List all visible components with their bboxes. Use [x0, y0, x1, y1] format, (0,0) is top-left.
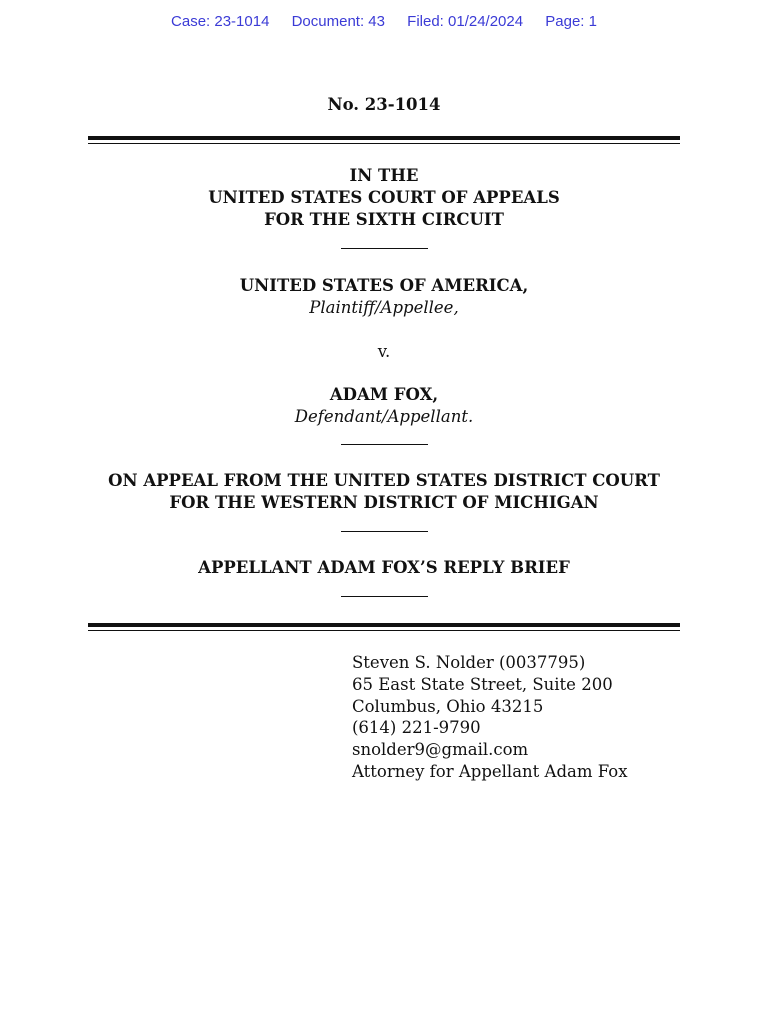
- court-line-3: FOR THE SIXTH CIRCUIT: [264, 210, 504, 229]
- plaintiff-role: Plaintiff/Appellee,: [309, 298, 459, 317]
- top-double-rule: [88, 136, 680, 144]
- plaintiff-name: UNITED STATES OF AMERICA,: [239, 276, 529, 295]
- appeal-from-block: [0, 470, 768, 514]
- attorney-phone: (614) 221-9790: [352, 718, 481, 738]
- appeal-line-2: FOR THE WESTERN DISTRICT OF MICHIGAN: [169, 493, 599, 512]
- case-number: No. 23-1014: [327, 95, 441, 114]
- attorney-signature-block: [352, 652, 628, 783]
- court-line-2: UNITED STATES COURT OF APPEALS: [208, 188, 560, 207]
- page-stamp: Page: 1: [545, 13, 597, 30]
- attorney-address-2: Columbus, Ohio 43215: [352, 696, 544, 716]
- filing-header-stamp: [0, 13, 768, 31]
- defendant-role: Defendant/Appellant.: [294, 407, 474, 426]
- appeal-line-1: ON APPEAL FROM THE UNITED STATES DISTRICT COURT: [108, 471, 660, 490]
- case-stamp: Case: 23-1014: [171, 13, 270, 30]
- divider-rule: [341, 248, 428, 249]
- court-caption: [0, 165, 768, 231]
- attorney-role: Attorney for Appellant Adam Fox: [352, 761, 628, 781]
- divider-rule: [341, 531, 428, 532]
- defendant-block: [0, 384, 768, 428]
- plaintiff-block: [0, 275, 768, 319]
- bottom-double-rule: [88, 623, 680, 631]
- attorney-email: snolder9@gmail.com: [352, 740, 529, 760]
- filed-date-stamp: Filed: 01/24/2024: [407, 13, 524, 30]
- document-stamp: Document: 43: [291, 13, 385, 30]
- attorney-name: Steven S. Nolder (0037795): [352, 653, 586, 672]
- court-line-1: IN THE: [349, 166, 419, 185]
- divider-rule: [341, 444, 428, 445]
- brief-title: APPELLANT ADAM FOX’S REPLY BRIEF: [198, 558, 570, 577]
- defendant-name: ADAM FOX,: [329, 385, 439, 404]
- versus-label: v.: [377, 342, 391, 361]
- attorney-address-1: 65 East State Street, Suite 200: [352, 674, 613, 694]
- divider-rule: [341, 596, 428, 597]
